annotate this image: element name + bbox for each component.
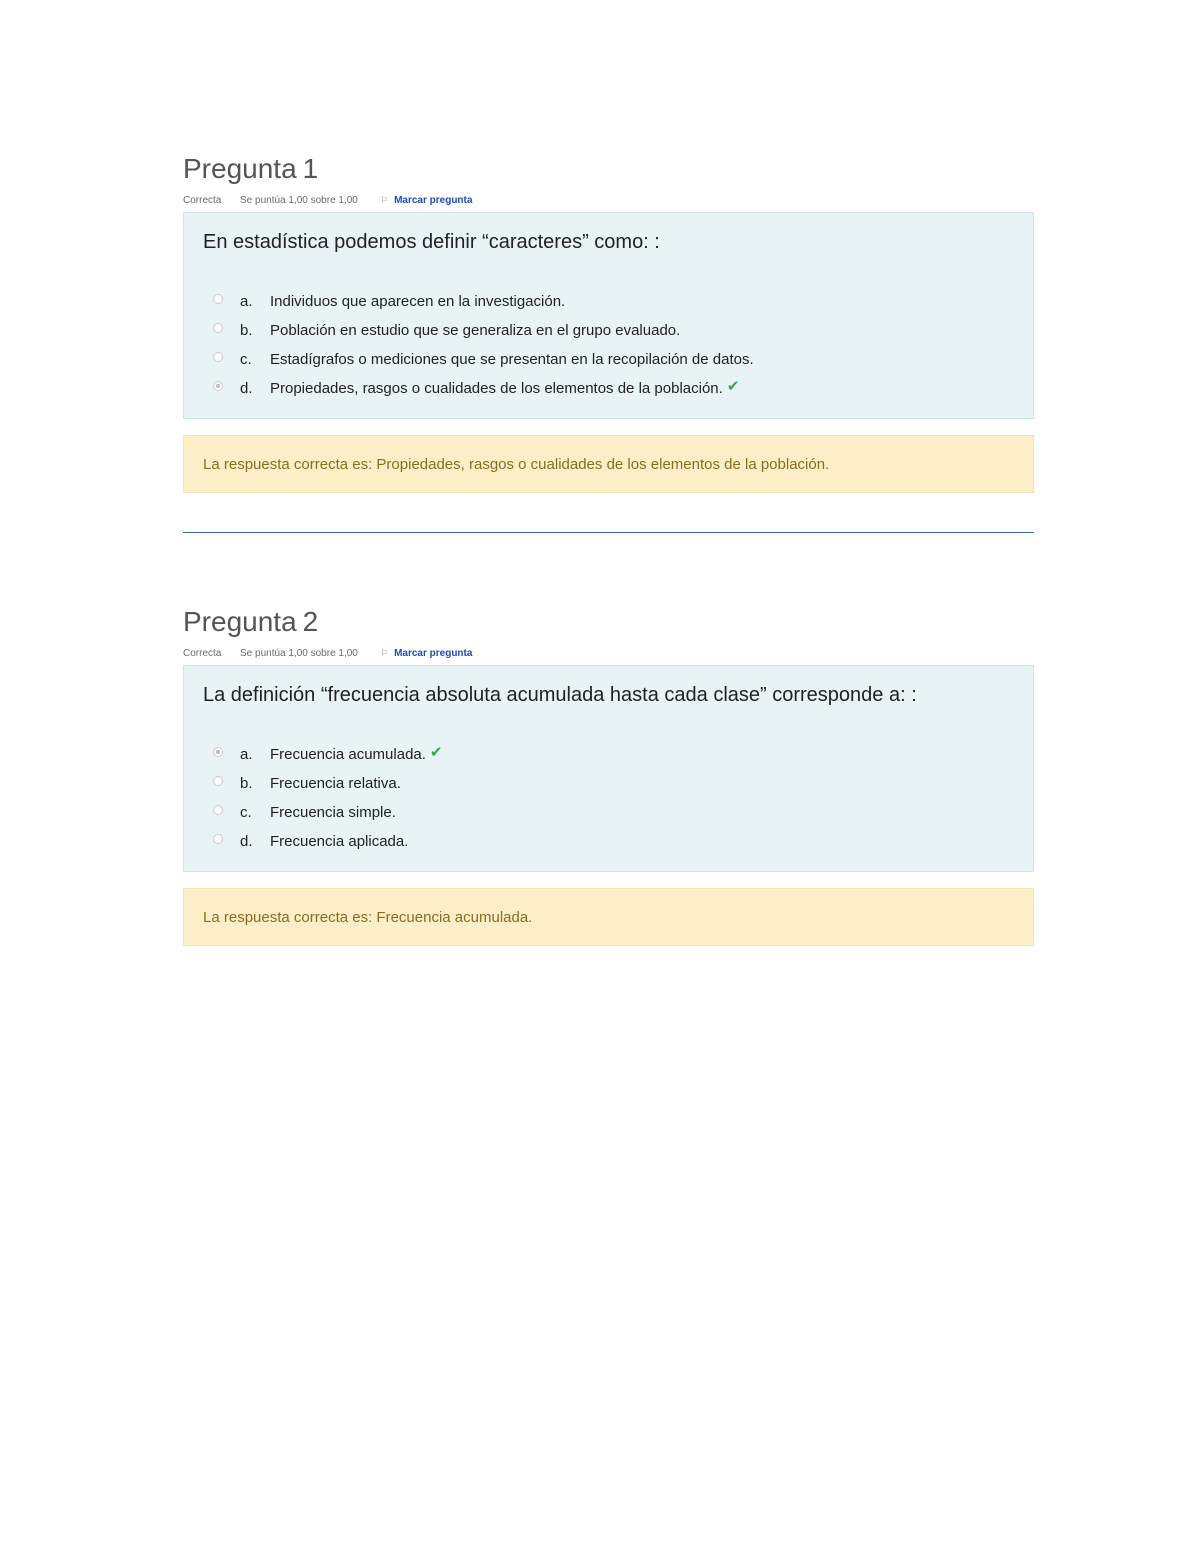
answer-option-c[interactable] xyxy=(203,798,1014,827)
answer-option-a[interactable] xyxy=(203,740,1014,769)
radio-icon[interactable] xyxy=(213,323,223,333)
radio-icon[interactable] xyxy=(213,381,223,391)
radio-icon[interactable] xyxy=(213,805,223,815)
question-grade: Se puntúa 1,00 sobre 1,00 xyxy=(240,194,358,206)
question-title xyxy=(183,150,1034,188)
question-content xyxy=(183,212,1034,419)
answer-option-b[interactable] xyxy=(203,769,1014,798)
question-1 xyxy=(183,150,1034,493)
answer-text: Frecuencia aplicada. xyxy=(270,833,409,850)
correct-answer-feedback: La respuesta correcta es: Propiedades, rasgos o cualidades de los elementos de la población. xyxy=(183,435,1034,493)
answer-text: Propiedades, rasgos o cualidades de los elementos de la población. xyxy=(270,380,723,397)
answer-option-b[interactable] xyxy=(203,316,1014,345)
question-grade: Se puntúa 1,00 sobre 1,00 xyxy=(240,647,358,659)
question-number: 2 xyxy=(302,606,319,637)
answer-text: Frecuencia acumulada. xyxy=(270,746,426,763)
answer-list xyxy=(203,740,1014,856)
answer-letter: b. xyxy=(240,775,253,792)
question-title-word: Pregunta xyxy=(183,606,297,637)
flag-question-label: Marcar pregunta xyxy=(394,194,473,206)
question-info xyxy=(183,188,1034,212)
answer-letter: a. xyxy=(240,293,253,310)
flag-question-link[interactable] xyxy=(380,648,472,659)
answer-option-d[interactable] xyxy=(203,374,1014,403)
answer-letter: c. xyxy=(240,804,252,821)
flag-icon: ⚐ xyxy=(380,194,389,205)
answer-text: Individuos que aparecen en la investigación. xyxy=(270,293,566,310)
question-divider xyxy=(183,532,1034,533)
question-title-word: Pregunta xyxy=(183,153,297,184)
question-info xyxy=(183,641,1034,665)
radio-icon[interactable] xyxy=(213,834,223,844)
radio-icon[interactable] xyxy=(213,352,223,362)
answer-option-a[interactable] xyxy=(203,287,1014,316)
radio-icon[interactable] xyxy=(213,747,223,757)
question-text: En estadística podemos definir “caracteres” como: : xyxy=(203,231,660,253)
answer-option-d[interactable] xyxy=(203,827,1014,856)
flag-question-label: Marcar pregunta xyxy=(394,647,473,659)
answer-letter: d. xyxy=(240,380,253,397)
answer-letter: d. xyxy=(240,833,253,850)
question-number: 1 xyxy=(302,153,319,184)
answer-text: Frecuencia relativa. xyxy=(270,775,401,792)
answer-text: Frecuencia simple. xyxy=(270,804,396,821)
answer-letter: a. xyxy=(240,746,253,763)
question-content xyxy=(183,665,1034,872)
answer-option-c[interactable] xyxy=(203,345,1014,374)
answer-letter: b. xyxy=(240,322,253,339)
check-icon: ✔ xyxy=(429,743,443,761)
question-2 xyxy=(183,603,1034,946)
question-text: La definición “frecuencia absoluta acumulada hasta cada clase” corresponde a: : xyxy=(203,684,917,706)
answer-letter: c. xyxy=(240,351,252,368)
correct-answer-feedback: La respuesta correcta es: Frecuencia acumulada. xyxy=(183,888,1034,946)
check-icon: ✔ xyxy=(726,377,740,395)
radio-icon[interactable] xyxy=(213,776,223,786)
flag-question-link[interactable] xyxy=(380,195,472,206)
question-title xyxy=(183,603,1034,641)
answer-list xyxy=(203,287,1014,403)
answer-text: Estadígrafos o mediciones que se presentan en la recopilación de datos. xyxy=(270,351,754,368)
answer-text: Población en estudio que se generaliza en el grupo evaluado. xyxy=(270,322,681,339)
question-state: Correcta xyxy=(183,647,222,659)
question-state: Correcta xyxy=(183,194,222,206)
radio-icon[interactable] xyxy=(213,294,223,304)
flag-icon: ⚐ xyxy=(380,647,389,658)
